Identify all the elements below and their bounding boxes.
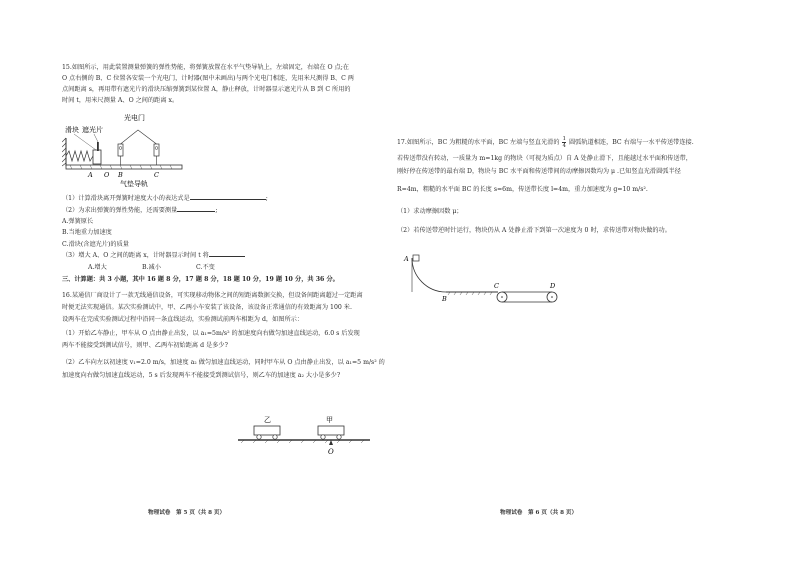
section-3-heading: 三、计算题：共 3 小题，其中 16 题 8 分，17 题 8 分，18 题 10 分，19 题 10 分，共 36 分。	[62, 276, 339, 283]
q17-line2: 若传送带没有转动，一质量为 m=1kg 的物块（可视为质点）自 A 处静止滑下，且能越过水平面和传送带，	[397, 155, 692, 162]
q15-line2: O 点右侧的 B、C 位置各安装一个光电门，计时器(图中未画出)与两个光电门相连，先用米尺测得 B、C 两	[62, 75, 354, 82]
two-carts-figure	[236, 414, 372, 458]
q15-line4: 时间 t，用米尺测量 A、O 之间的距离 x。	[62, 97, 179, 104]
label-O: O	[104, 171, 110, 179]
q17-line1: 17.如图所示，BC 为粗糙的水平面，BC 左端与竖直光滑的 $\frac{1}{4}$ 圆弧轨道相连，BC 右端与一水平传送带连接.	[397, 136, 694, 149]
air-rail	[66, 165, 182, 169]
label-A: A	[88, 171, 93, 179]
shade-plate	[97, 142, 99, 151]
conveyor-belt	[497, 292, 557, 302]
q15-choice-b: B.减小	[142, 264, 161, 271]
footer-page-5: 物理试卷 第 5 页（共 8 页）	[148, 510, 226, 516]
q15-sub3: （3）增大 A、O 之间的距离 x，计时器显示时间 t 将	[62, 251, 245, 261]
wall-hatch	[62, 138, 66, 166]
block-at-A	[413, 255, 419, 261]
label-D17: D	[550, 282, 556, 290]
label-A17: A	[404, 255, 409, 263]
arc-conveyor-figure	[402, 250, 572, 306]
q15-sub2: （2）为求出弹簧的弹性势能，还需要测量 ;	[62, 207, 218, 214]
label-B: B	[118, 171, 123, 179]
q16-line4: （1）开始乙车静止，甲车从 O 点由静止出发，以 a₁=5m/s² 的加速度向右做匀加速直线运动，6.0 s 后发现	[62, 330, 360, 337]
label-point-O: O	[328, 448, 334, 456]
q15-opt-c: C.滑块(含遮光片)的质量	[62, 241, 129, 248]
q15-choice-a: A.增大	[88, 264, 107, 271]
label-C: C	[154, 171, 159, 179]
q17-sub1: （1）求动摩擦因数 μ；	[397, 208, 463, 215]
q15-opt-b: B.当地重力加速度	[62, 229, 112, 236]
label-car-jia: 甲	[326, 416, 333, 424]
point-o-marker	[329, 440, 333, 445]
cart-yi	[254, 426, 280, 439]
q17-sub2: （2）若传送带逆时针运行，物块仍从 A 处静止滑下到第一次速度为 0 时，求传送带对物块做的功。	[397, 227, 671, 234]
label-B17: B	[442, 295, 447, 303]
answer-blank-1[interactable]	[190, 199, 266, 200]
q15-opt-a: A.弹簧原长	[62, 218, 94, 225]
label-shade: 遮光片	[82, 126, 103, 134]
slider-block	[93, 150, 101, 164]
photogate-c	[154, 144, 159, 165]
label-slider: 滑块	[65, 126, 79, 134]
answer-blank-2[interactable]	[177, 211, 215, 212]
right-page	[397, 0, 794, 561]
q16-line7: 加速度向右做匀加速直线运动，5 s 后发现两车不能接受到测试信号，则乙车的加速度 a₂ 大小是多少?	[62, 372, 341, 379]
q15-line3: 点间距离 s，再用带有遮光片的滑块压缩弹簧到某位置 A，静止释放，计时器显示遮光片从 B 到 C 所用的	[62, 86, 351, 93]
q15-sub1: （1）计算滑块离开弹簧时速度大小的表达式是 ;	[62, 195, 268, 202]
spring-rail-figure	[62, 108, 192, 190]
quarter-arc	[412, 258, 446, 292]
q16-line6: （2）乙车向左以初速度 v₁=2.0 m/s，加速度 a₂ 做匀加速直线运动，同时甲车从 O 点由静止出发，以 a₁=5 m/s² 的	[62, 359, 385, 366]
q16-line5: 两车不能接受到测试信号，则甲、乙两车初始距离 d 是多少?	[62, 342, 228, 349]
answer-blank-3[interactable]	[209, 256, 245, 257]
q16-line2: 时便无法实现通信。某次实验测试中，甲、乙两小车安装了该设备，该设备正常通信的有效距离为 100 米.	[62, 304, 352, 311]
q15-line1: 15.如图所示，用此装置测量弹簧的弹性势能，将弹簧放置在水平气垫导轨上，左端固定，右端在 O 点;在	[62, 64, 349, 71]
footer-page-6: 物理试卷 第 6 页（共 8 页）	[500, 510, 578, 516]
photogate-b	[118, 144, 123, 165]
cart-jia	[318, 426, 344, 439]
quarter-fraction: $\frac{1}{4}$	[562, 136, 566, 149]
q16-line1: 16.某通信厂商设计了一款无线通信设备，可实现移动物体之间的短距离数据交换，但设备间距离超过一定距离	[62, 292, 363, 299]
spring	[66, 151, 93, 161]
q15-choice-c: C.不变	[196, 264, 215, 271]
label-gate: 光电门	[124, 114, 145, 122]
label-car-yi: 乙	[264, 416, 271, 424]
label-rail: 气垫导轨	[120, 180, 148, 188]
q17-line4: R=4m，粗糙的水平面 BC 的长度 s=6m，传送带长度 l=4m，重力加速度为 g=10 m/s².	[397, 186, 648, 193]
q17-line3: 刚好停在传送带的最右端 D，物块与 BC 水平面和传送带间的动摩擦因数均为 μ .已知竖直光滑圆弧半径	[397, 168, 681, 175]
label-C17: C	[494, 282, 499, 290]
q16-line3: 设两车在完成实验测试过程中沿同一条直线运动，实验测试前两车相距为 d，如图所示：	[62, 316, 304, 323]
